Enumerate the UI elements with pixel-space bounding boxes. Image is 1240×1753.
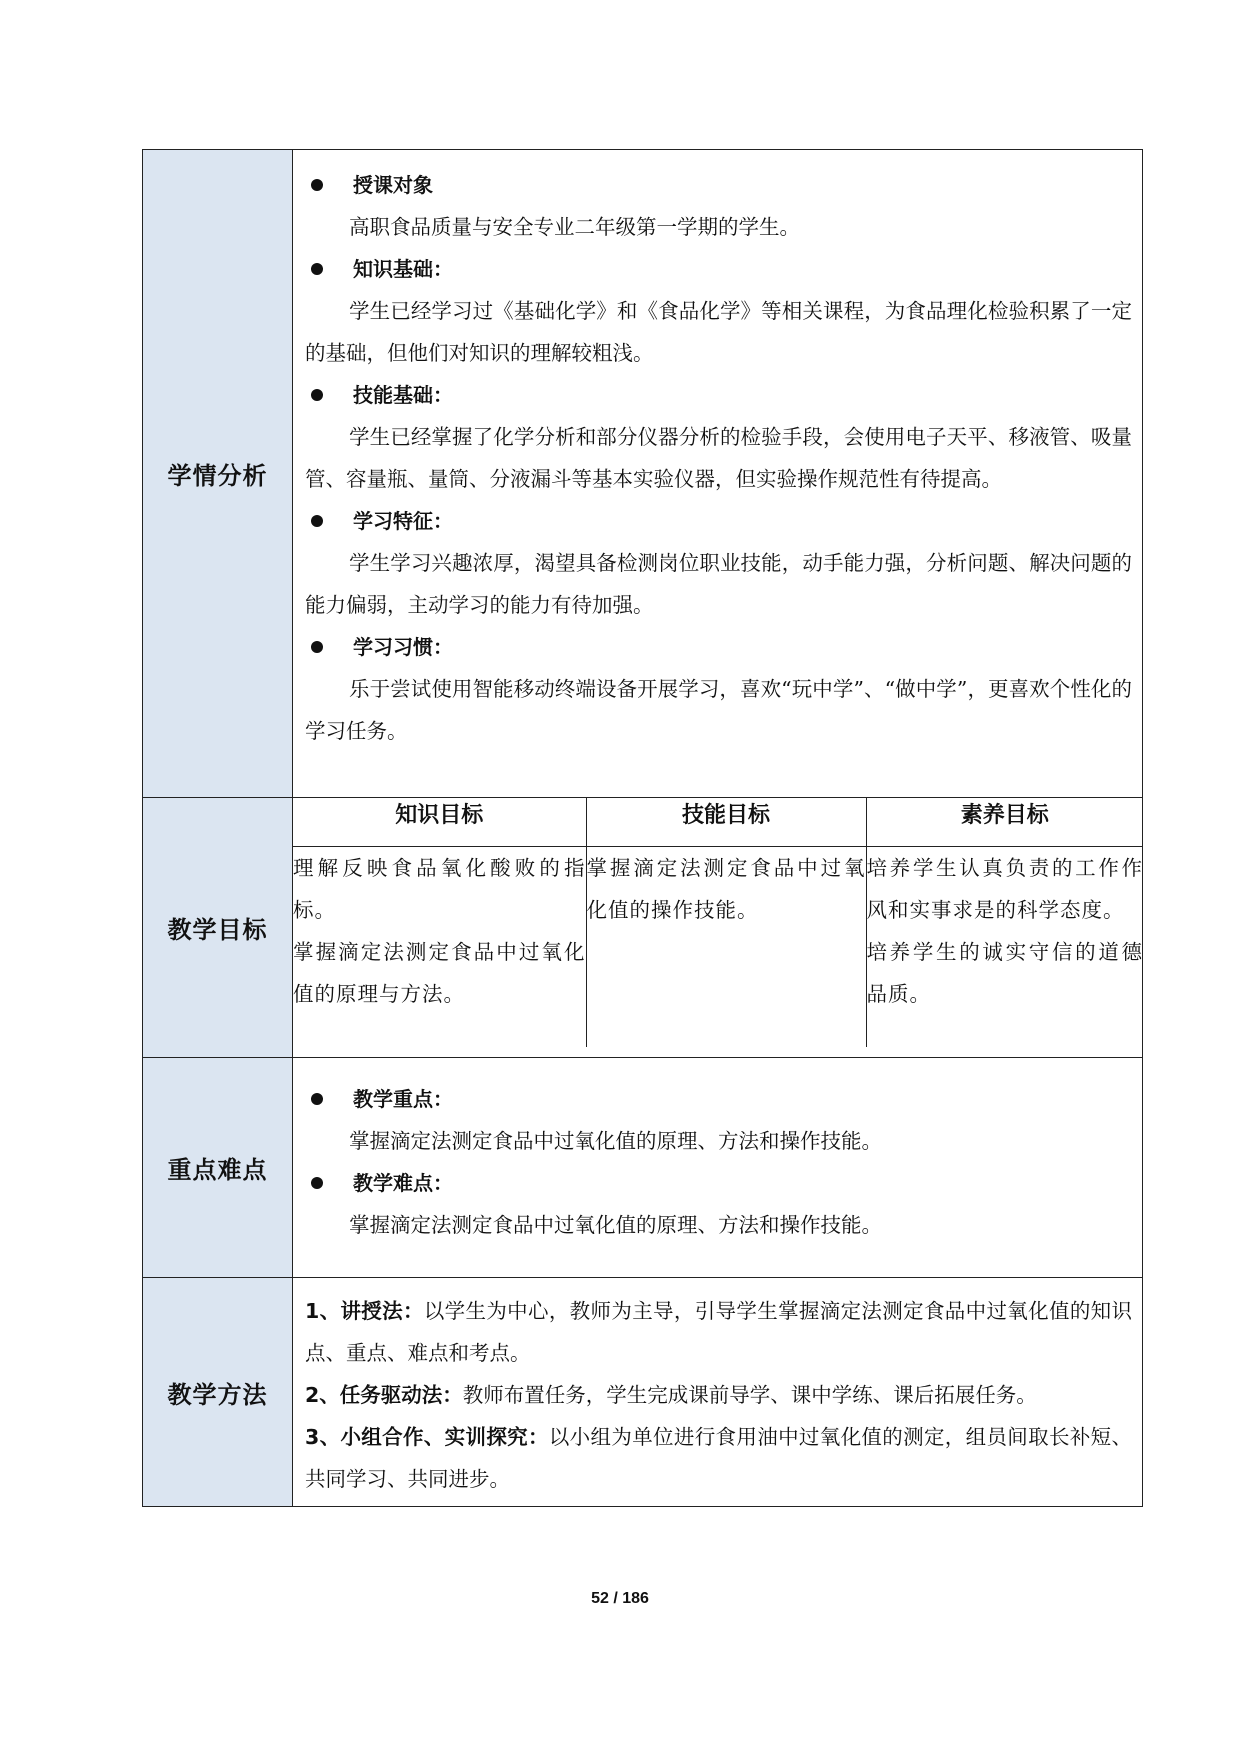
literacy-goal-cell xyxy=(866,847,1143,1048)
bullet-item xyxy=(305,626,1132,668)
goals-content xyxy=(293,798,1143,1058)
goals-table xyxy=(293,798,1143,1047)
section-title: 技能基础： xyxy=(353,383,453,407)
goal-text: 理解反映食品氧化酸败的指标。 xyxy=(293,856,586,922)
methods-content xyxy=(293,1278,1143,1507)
bullet-icon xyxy=(311,515,323,527)
literacy-goal-header: 素养目标 xyxy=(866,798,1143,847)
section-title: 教学难点： xyxy=(353,1171,453,1195)
bullet-icon xyxy=(311,1177,323,1189)
knowledge-goal-cell xyxy=(293,847,586,1048)
section-title: 授课对象 xyxy=(353,173,433,197)
section-text: 高职食品质量与安全专业二年级第一学期的学生。 xyxy=(349,215,800,239)
goal-text: 掌握滴定法测定食品中过氧化值的操作技能。 xyxy=(586,856,866,922)
skill-goal-cell xyxy=(586,847,866,1048)
lesson-plan-table xyxy=(142,149,1143,1507)
method-item xyxy=(305,1290,1132,1374)
method-label: 1、讲授法： xyxy=(305,1299,424,1323)
bullet-icon xyxy=(311,641,323,653)
goals-heading: 教学目标 xyxy=(143,798,293,1058)
goal-text: 培养学生认真负责的工作作风和实事求是的科学态度。 xyxy=(866,856,1143,922)
method-item xyxy=(305,1374,1132,1416)
section-text: 学生已经掌握了化学分析和部分仪器分析的检验手段，会使用电子天平、移液管、吸量管、容量瓶、量筒、分液漏斗等基本实验仪器，但实验操作规范性有待提高。 xyxy=(305,425,1132,491)
knowledge-goal-header: 知识目标 xyxy=(293,798,586,847)
section-title: 知识基础： xyxy=(353,257,453,281)
analysis-row xyxy=(143,150,1143,798)
section-text: 学生已经学习过《基础化学》和《食品化学》等相关课程，为食品理化检验积累了一定的基础，但他们对知识的理解较粗浅。 xyxy=(305,299,1132,365)
analysis-content xyxy=(293,150,1143,798)
bullet-item xyxy=(305,374,1132,416)
method-label: 3、小组合作、实训探究： xyxy=(305,1425,549,1449)
section-text: 学生学习兴趣浓厚，渴望具备检测岗位职业技能，动手能力强，分析问题、解决问题的能力偏弱，主动学习的能力有待加强。 xyxy=(305,551,1132,617)
method-label: 2、任务驱动法： xyxy=(305,1383,463,1407)
method-text: 以小组为单位进行食用油中过氧化值的测定，组员间取长补短、共同学习、共同进步。 xyxy=(305,1425,1133,1491)
section-title: 学习特征： xyxy=(353,509,453,533)
goal-text: 培养学生的诚实守信的道德品质。 xyxy=(866,940,1143,1006)
section-text: 掌握滴定法测定食品中过氧化值的原理、方法和操作技能。 xyxy=(349,1213,882,1237)
bullet-icon xyxy=(311,389,323,401)
method-item xyxy=(305,1416,1132,1500)
goal-text: 掌握滴定法测定食品中过氧化值的原理与方法。 xyxy=(293,940,586,1006)
method-text: 教师布置任务，学生完成课前导学、课中学练、课后拓展任务。 xyxy=(462,1383,1037,1407)
bullet-item xyxy=(305,1162,1132,1204)
bullet-item xyxy=(305,248,1132,290)
skill-goal-header: 技能目标 xyxy=(586,798,866,847)
bullet-icon xyxy=(311,179,323,191)
key-points-heading: 重点难点 xyxy=(143,1058,293,1278)
section-text: 乐于尝试使用智能移动终端设备开展学习，喜欢“玩中学”、“做中学”，更喜欢个性化的学习任务。 xyxy=(305,677,1132,743)
page-number: 52 / 186 xyxy=(591,1590,649,1607)
methods-row xyxy=(143,1278,1143,1507)
analysis-heading: 学情分析 xyxy=(143,150,293,798)
bullet-item xyxy=(305,164,1132,206)
section-text: 掌握滴定法测定食品中过氧化值的原理、方法和操作技能。 xyxy=(349,1129,882,1153)
bullet-item xyxy=(305,500,1132,542)
key-points-row xyxy=(143,1058,1143,1278)
bullet-item xyxy=(305,1078,1132,1120)
bullet-icon xyxy=(311,263,323,275)
key-points-content xyxy=(293,1058,1143,1278)
bullet-icon xyxy=(311,1093,323,1105)
method-text: 以学生为中心，教师为主导，引导学生掌握滴定法测定食品中过氧化值的知识点、重点、难点和考点。 xyxy=(305,1299,1133,1365)
goals-row xyxy=(143,798,1143,1058)
methods-heading: 教学方法 xyxy=(143,1278,293,1507)
section-title: 教学重点： xyxy=(353,1087,453,1111)
section-title: 学习习惯： xyxy=(353,635,453,659)
